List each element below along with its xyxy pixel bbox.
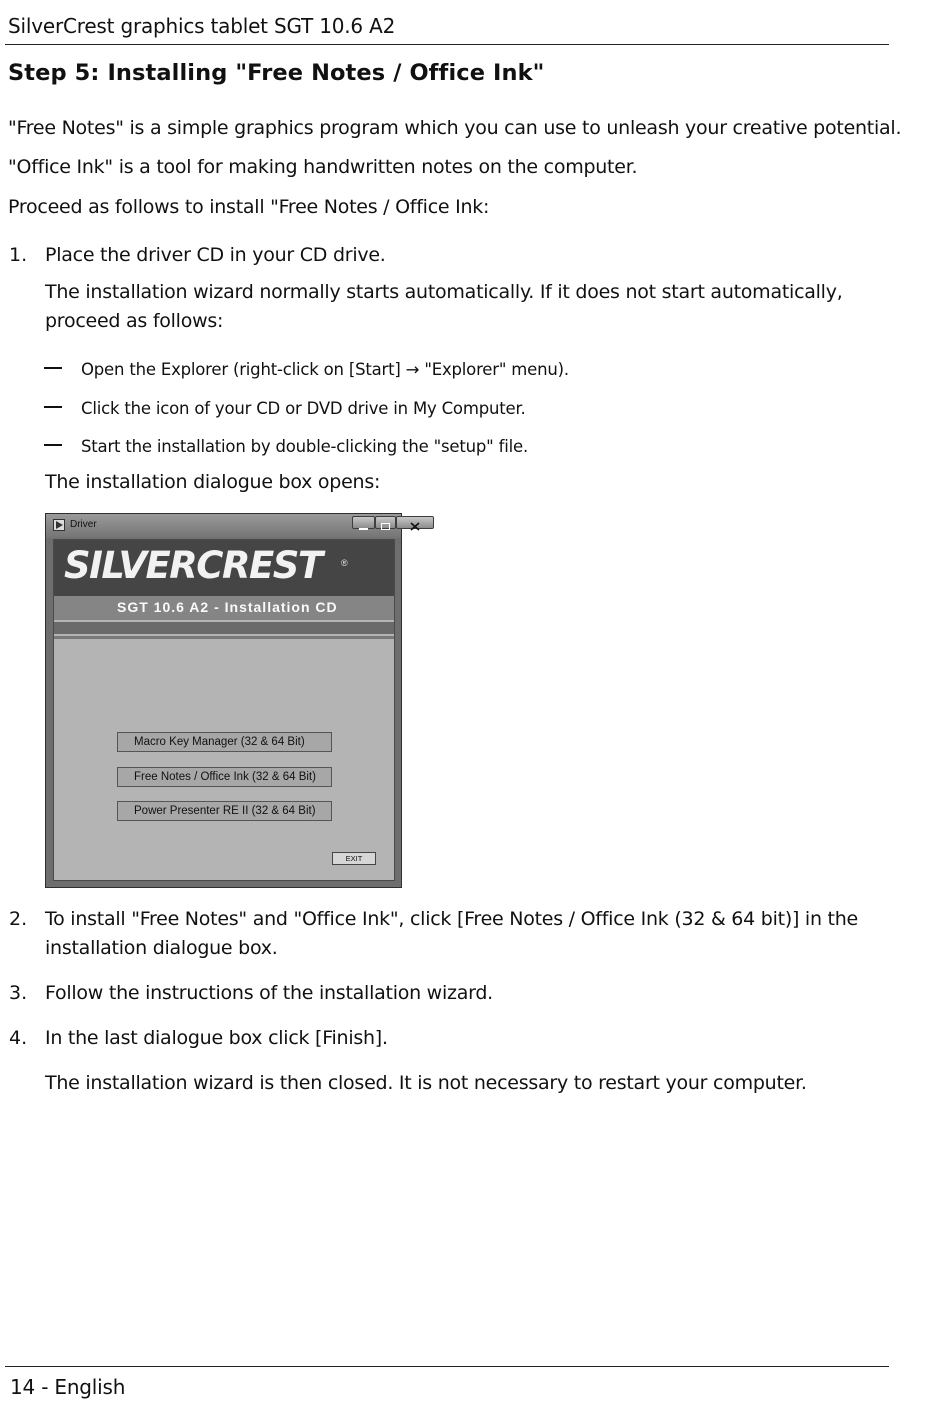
dash-bullet (44, 444, 62, 446)
page-footer: 14 - English (10, 1375, 126, 1399)
footer-divider (5, 1366, 889, 1367)
dash-bullet (44, 406, 62, 408)
intro-paragraph-proceed: Proceed as follows to install "Free Notes / Office Ink: (8, 196, 490, 218)
window-titlebar (46, 514, 401, 538)
header-divider (5, 44, 889, 45)
step-text: Place the driver CD in your CD drive. (45, 244, 386, 266)
step-number: 4. (9, 1027, 28, 1049)
maximize-button[interactable] (375, 516, 396, 529)
silvercrest-logo: SILVERCREST (64, 544, 322, 587)
step-after-text: The installation dialogue box opens: (45, 471, 381, 493)
close-button[interactable] (396, 516, 434, 529)
decorative-band (54, 636, 394, 639)
window-title: Driver (70, 519, 97, 530)
substep-text: Start the installation by double-clicking the "setup" file. (81, 437, 528, 456)
app-icon (53, 519, 65, 531)
step-detail: The installation wizard normally starts automatically. If it does not start automatically, proceed as follows: (45, 281, 843, 332)
exit-button[interactable]: EXIT (332, 852, 376, 865)
step-text: In the last dialogue box click [Finish]. (45, 1027, 388, 1049)
intro-paragraph-free-notes: "Free Notes" is a simple graphics program which you can use to unleash your creative potential. (8, 117, 902, 139)
minimize-icon (353, 521, 374, 532)
step-number: 2. (9, 908, 28, 930)
substep-text: Click the icon of your CD or DVD drive in My Computer. (81, 399, 526, 418)
window-client-area (53, 539, 395, 881)
installation-dialog-screenshot (45, 513, 402, 888)
power-presenter-button[interactable]: Power Presenter RE II (32 & 64 Bit) (117, 801, 332, 821)
brand-banner (54, 540, 394, 620)
decorative-band (54, 622, 394, 634)
banner-subtitle: SGT 10.6 A2 - Installation CD (117, 599, 338, 615)
step-number: 3. (9, 982, 28, 1004)
window-controls (352, 516, 443, 530)
step-number: 1. (9, 244, 28, 266)
intro-paragraph-office-ink: "Office Ink" is a tool for making handwritten notes on the computer. (8, 156, 638, 178)
minimize-button[interactable] (352, 516, 375, 529)
dash-bullet (44, 367, 62, 369)
running-header: SilverCrest graphics tablet SGT 10.6 A2 (8, 14, 396, 38)
substep-text: Open the Explorer (right-click on [Start] → "Explorer" menu). (81, 360, 569, 379)
registered-mark: ® (341, 558, 348, 568)
macro-key-manager-button[interactable]: Macro Key Manager (32 & 64 Bit) (117, 732, 332, 752)
maximize-icon (376, 521, 395, 532)
free-notes-office-ink-button[interactable]: Free Notes / Office Ink (32 & 64 Bit) (117, 767, 332, 787)
step-after-text: The installation wizard is then closed. It is not necessary to restart your computer. (45, 1072, 807, 1094)
step-text: Follow the instructions of the installation wizard. (45, 982, 493, 1004)
step-text: To install "Free Notes" and "Office Ink", click [Free Notes / Office Ink (32 & 64 bit)] in the installation dialogue box. (45, 908, 858, 959)
step-title: Step 5: Installing "Free Notes / Office Ink" (8, 60, 545, 86)
close-icon (397, 521, 433, 532)
